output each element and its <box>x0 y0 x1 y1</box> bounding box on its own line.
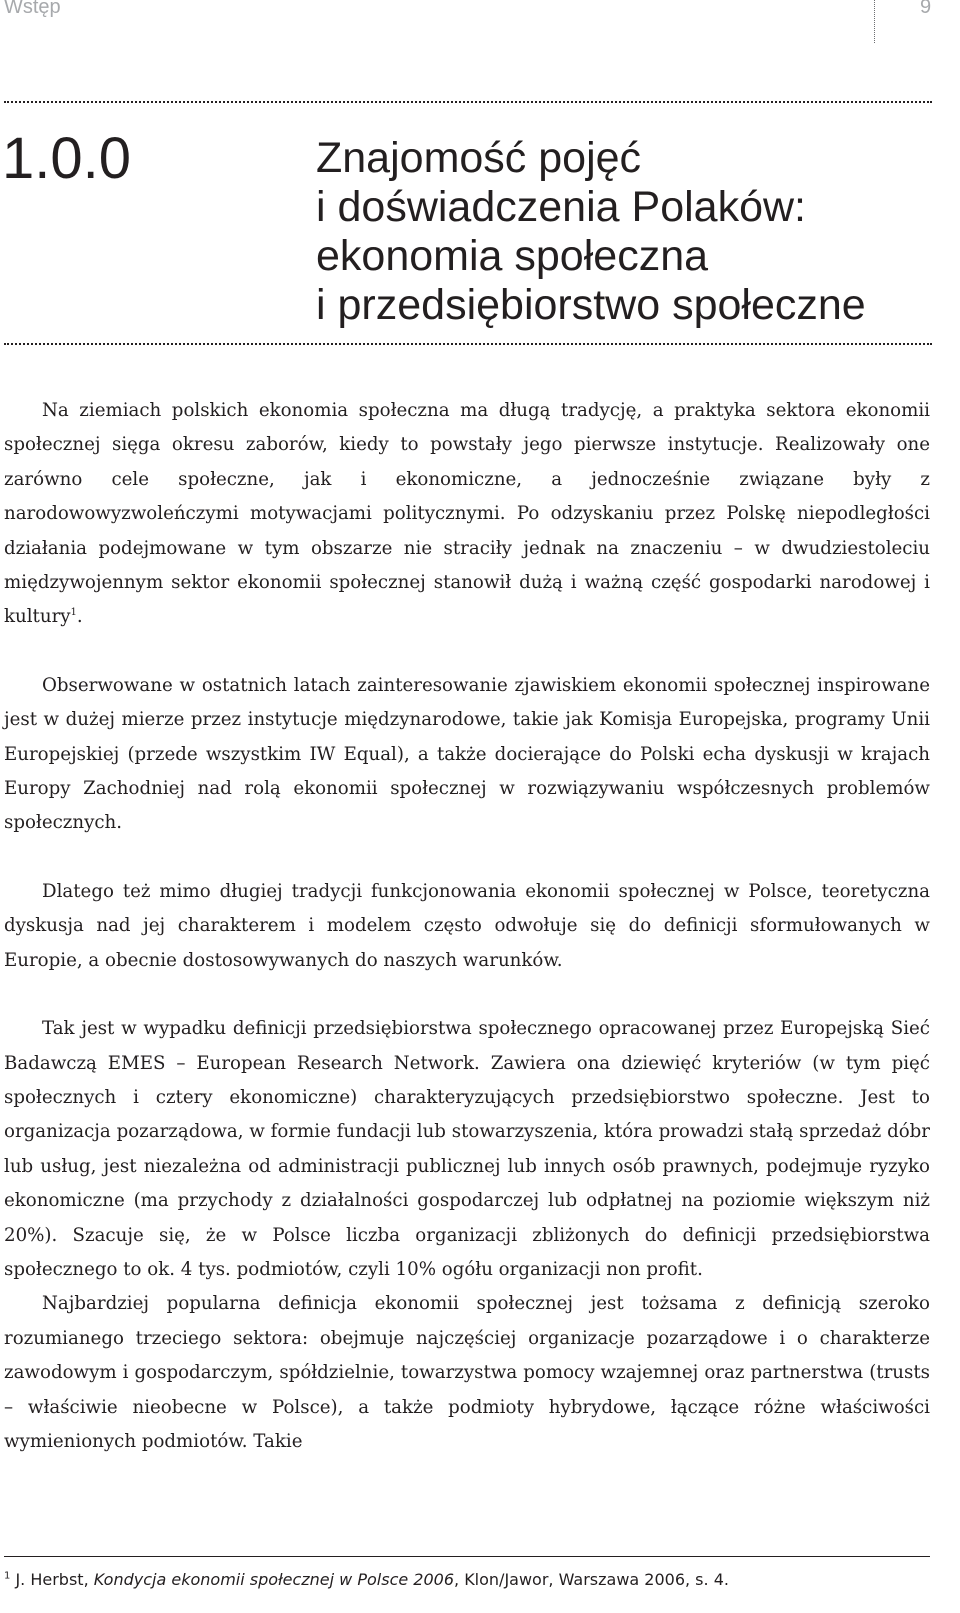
footnote-details: , Klon/Jawor, Warszawa 2006, s. 4. <box>454 1570 729 1589</box>
header-divider <box>874 0 875 43</box>
body-text <box>4 394 930 1459</box>
paragraph-1 <box>4 394 930 635</box>
dotted-rule-top <box>4 101 932 103</box>
paragraph-5: Najbardziej popularna definicja ekonomii społecznej jest tożsama z definicją szeroko rozumianego trzeciego sektora: obejmuje najczęściej organizacje pozarządowe i o charakterze zawodowym i gospodarczym, spółdzielnie, towarzystwa pomocy wzajemnej oraz partnerstwa (trusts – właściwie nieobecne w Polsce), a także podmioty hybrydowe, łączące różne właściwości wymienionych podmiotów. Takie <box>4 1293 930 1452</box>
section-title-line: i przedsiębiorstwo społeczne <box>316 281 866 329</box>
paragraph-3: Dlatego też mimo długiej tradycji funkcjonowania ekonomii społecznej w Polsce, teoretyczna dyskusja nad jej charakterem i modelem często odwołuje się do definicji sformułowanych w Europie, a obecnie dostosowywanych do naszych warunków. <box>4 880 930 971</box>
dotted-rule-bottom <box>4 343 932 345</box>
running-header <box>4 0 944 46</box>
footnote-title: Kondycja ekonomii społecznej w Polsce 2006 <box>93 1570 455 1589</box>
footnote-author: J. Herbst, <box>10 1570 94 1589</box>
section-number: 1.0.0 <box>2 126 131 191</box>
footnote-rule <box>4 1556 930 1557</box>
footnote <box>4 1570 930 1589</box>
footnote-reference[interactable]: 1 <box>70 607 77 619</box>
paragraph-1-text: Na ziemiach polskich ekonomia społeczna ma długą tradycję, a praktyka sektora ekonomii społecznej sięga okresu zaborów, kiedy to powstały jego pierwsze instytucje. Realizowały one zarówno cele społeczne, jak i ekonomiczne, a jednocześnie związane były z narodowowyzwoleńczymi motywacjami politycznymi. Po odzyskaniu przez Polskę niepodległości działania podejmowane w tym obszarze nie straciły jednak na znaczeniu – w dwudziestoleciu międzywojennym sektor ekonomii społecznej stanowił dużą i ważną część gospodarki narodowej i kultury <box>4 400 930 628</box>
section-title-line: i doświadczenia Polaków: <box>316 183 806 231</box>
section-title <box>316 134 916 330</box>
paragraph-1-end: . <box>76 606 83 628</box>
section-title-line: ekonomia społeczna <box>316 232 709 280</box>
page-number: 9 <box>920 0 932 18</box>
footnote-number: 1 <box>4 1570 11 1582</box>
paragraph-4: Tak jest w wypadku definicji przedsiębiorstwa społecznego opracowanej przez Europejską Sieć Badawczą EMES – European Research Network. Zawiera ona dziewięć kryteriów (w tym pięć społecznych i cztery ekonomiczne) charakteryzujących przedsiębiorstwo społeczne. Jest to organizacja pozarządowa, w formie fundacji lub stowarzyszenia, która prowadzi stałą sprzedaż dóbr lub usług, jest niezależna od administracji publicznej lub innych osób prawnych, podejmuje ryzyko ekonomiczne (ma przychody z działalności gospodarczej lub odpłatnej na poziomie większym niż 20%). Szacuje się, że w Polsce liczba organizacji zbliżonych do definicji przedsiębiorstwa społecznego to ok. 4 tys. podmiotów, czyli 10% ogółu organizacji non profit. <box>4 1018 930 1280</box>
paragraph-2: Obserwowane w ostatnich latach zainteresowanie zjawiskiem ekonomii społecznej inspirowane jest w dużej mierze przez instytucje międzynarodowe, takie jak Komisja Europejska, programy Unii Europejskiej (przede wszystkim IW Equal), a także docierające do Polski echa dyskusji w krajach Europy Zachodniej nad rolą ekonomii społecznej w rozwiązywaniu współczesnych problemów społecznych. <box>4 674 930 834</box>
section-title-line: Znajomość pojęć <box>316 134 642 182</box>
running-head-title: Wstęp <box>4 0 61 18</box>
